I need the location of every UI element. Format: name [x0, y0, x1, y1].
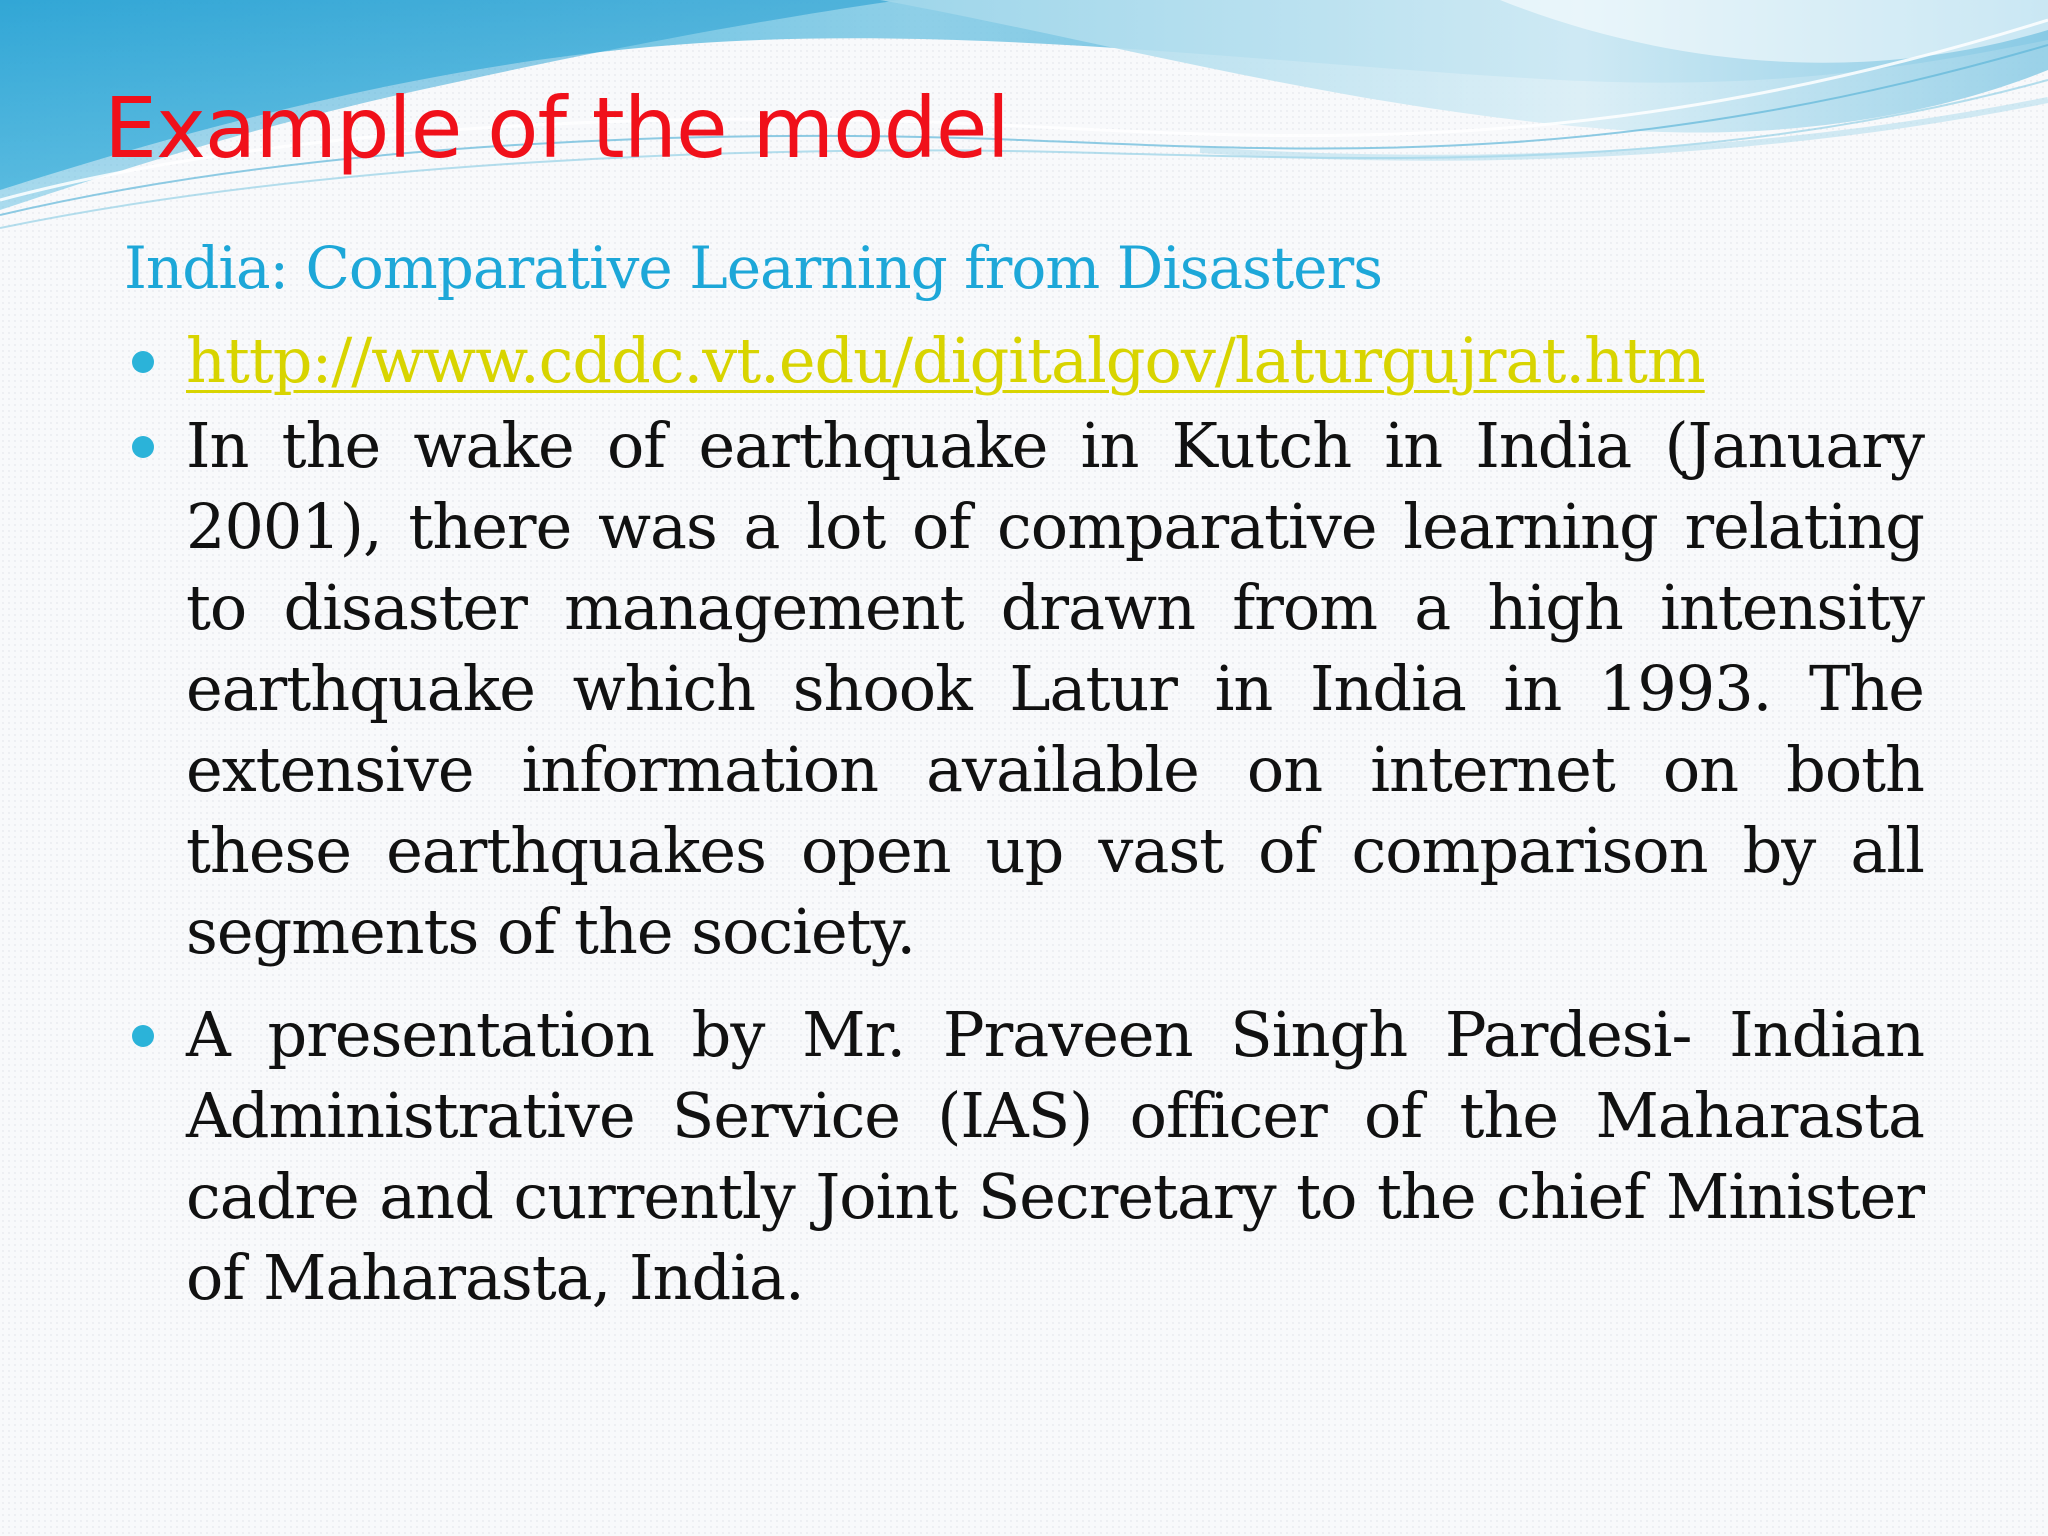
slide-subtitle: India: Comparative Learning from Disasters [124, 234, 1382, 302]
bullet-dot-icon [132, 351, 154, 373]
reference-link[interactable]: http://www.cddc.vt.edu/digitalgov/laturgujrat.htm [186, 324, 1705, 397]
bullet-item-link [124, 320, 1924, 401]
slide-title: Example of the model [104, 79, 1009, 177]
bullet-dot-icon [132, 436, 154, 458]
bullet-list [124, 320, 1924, 1318]
bullet-text: A presentation by Mr. Praveen Singh Pardesi- Indian Administrative Service (IAS) officer of the Maharasta cadre and currently Joint Secretary to the chief Minister of Maharasta, India. [186, 998, 1924, 1314]
bullet-item-kutch-earthquake [124, 405, 1924, 972]
bullet-text: In the wake of earthquake in Kutch in India (January 2001), there was a lot of comparative learning relating to disaster management drawn from a high intensity earthquake which shook Latur in India in 1993. The extensive information available on internet on both these earthquakes open up vast of comparison by all segments of the society. [186, 409, 1924, 968]
bullet-dot-icon [132, 1025, 154, 1047]
bullet-item-presentation [124, 994, 1924, 1318]
